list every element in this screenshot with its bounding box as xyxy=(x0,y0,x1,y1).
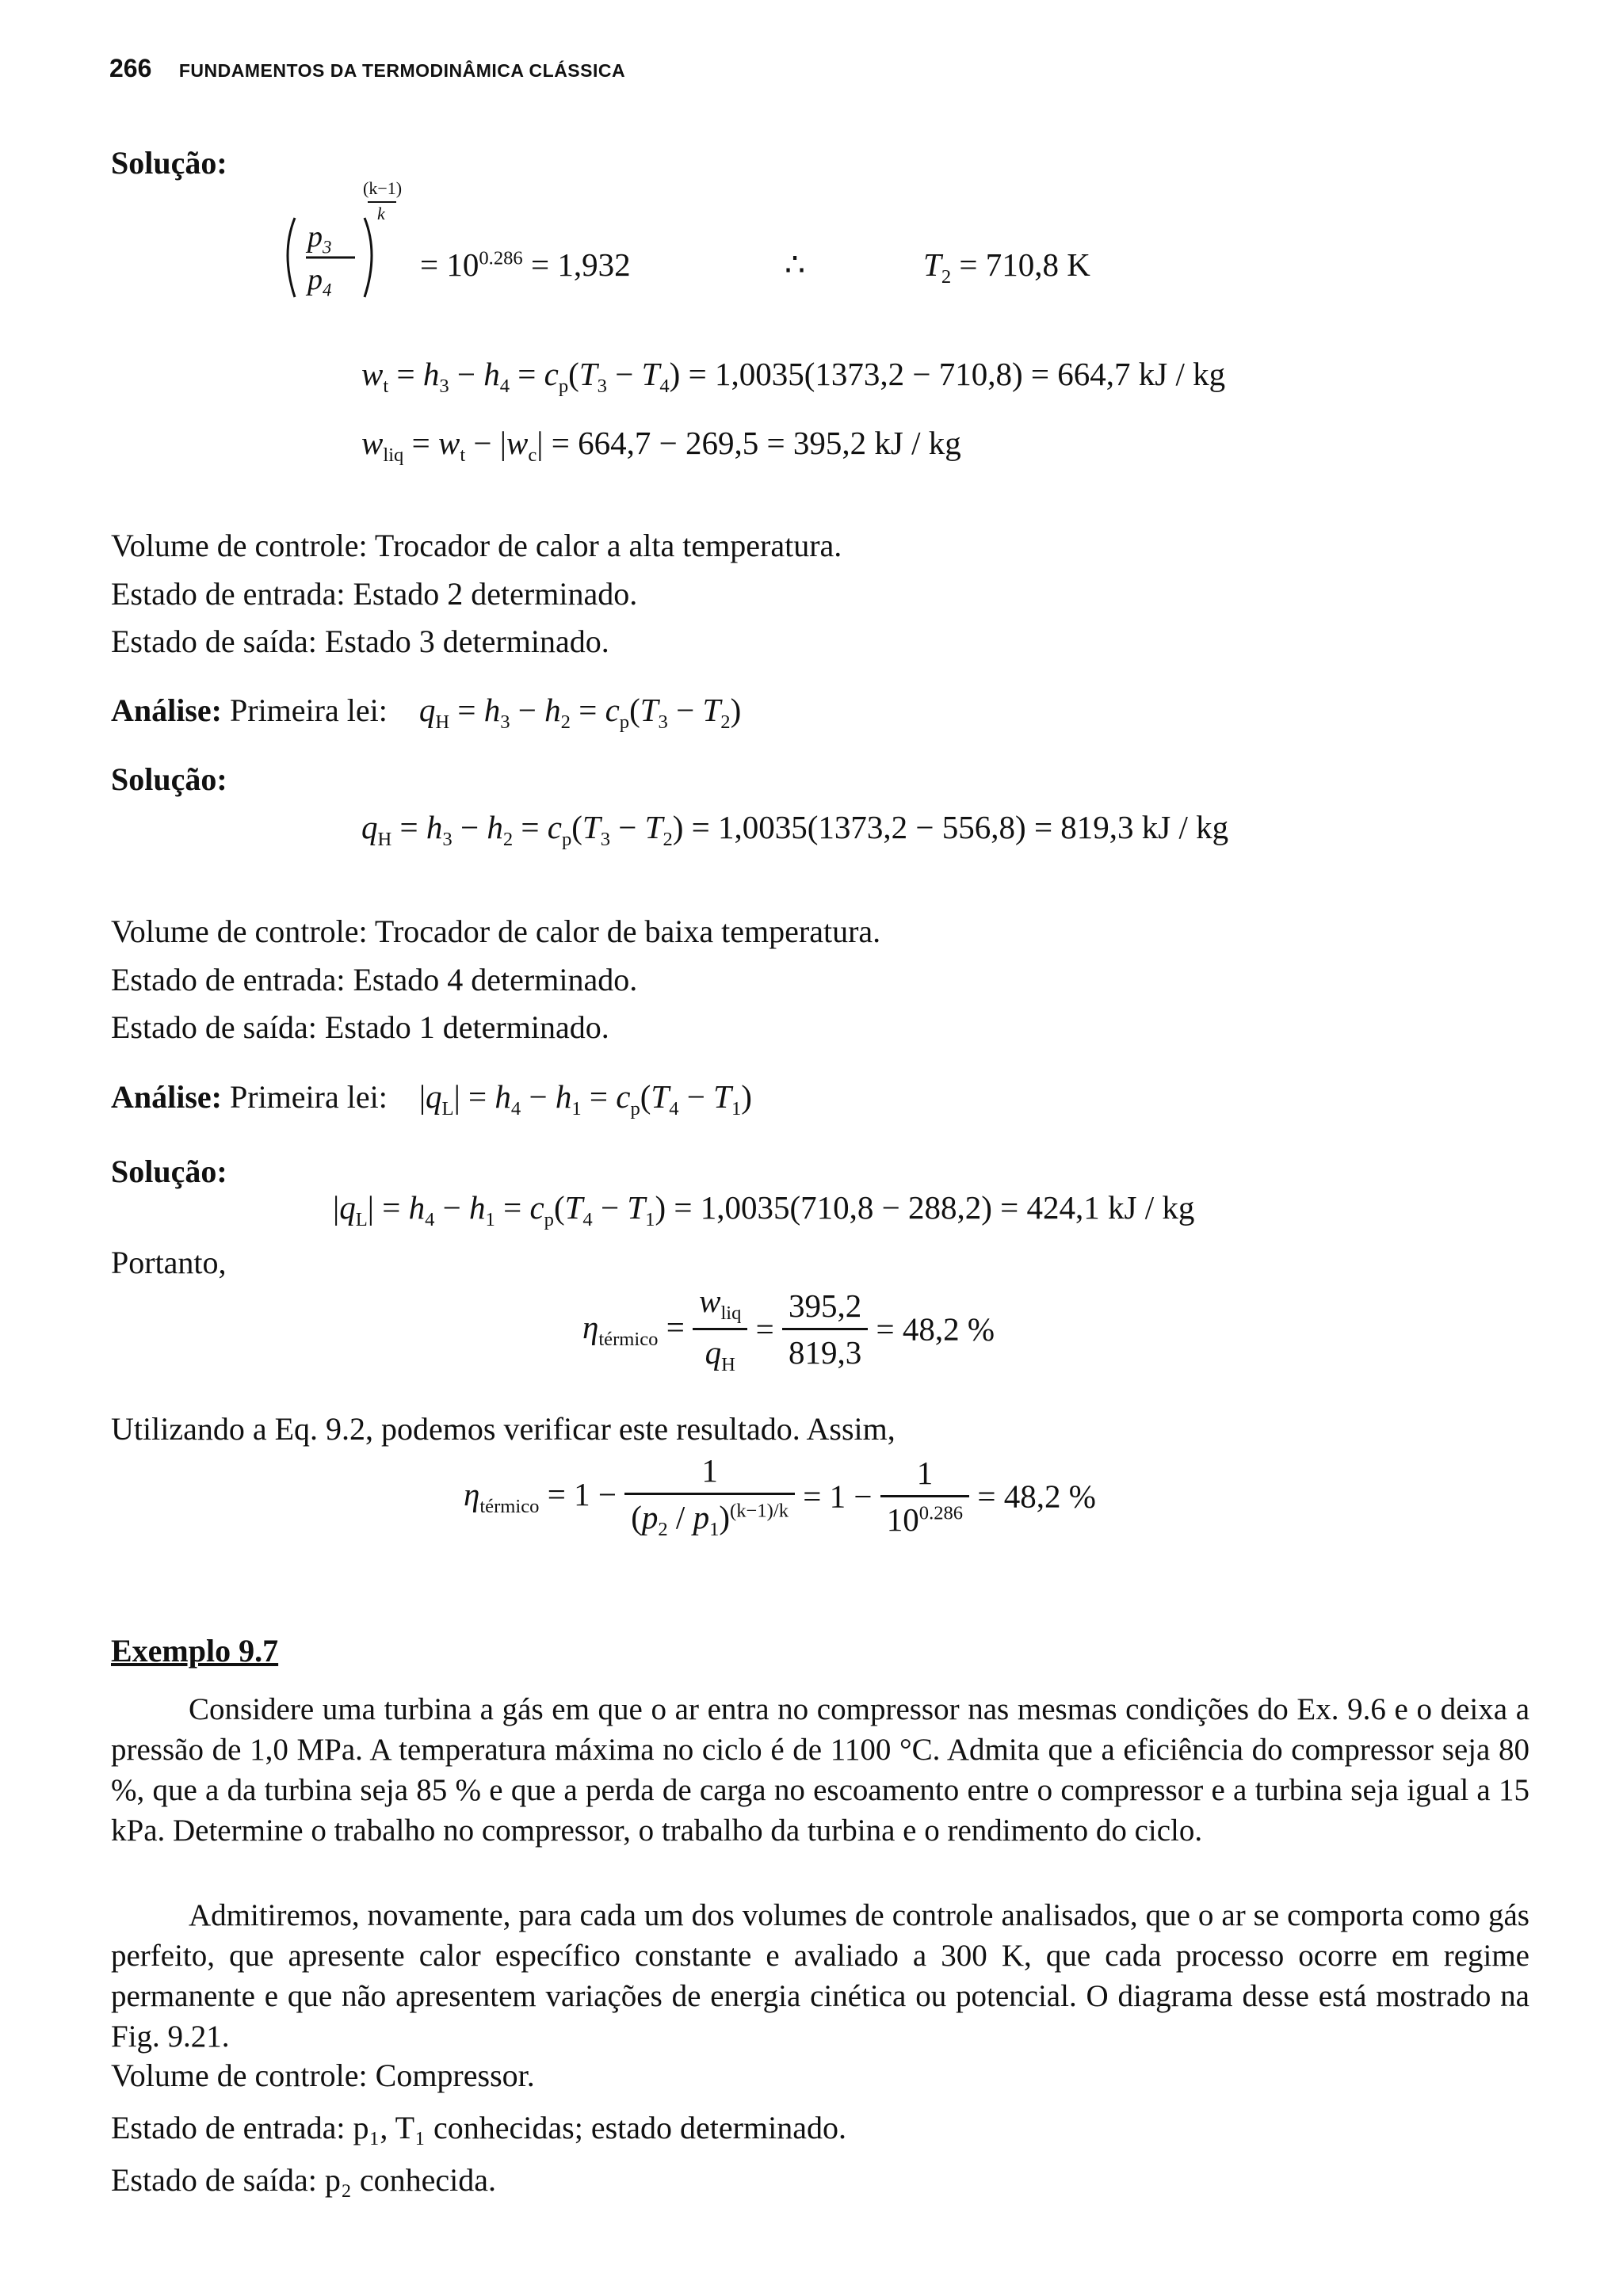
example-inlet-label: Estado de entrada: xyxy=(111,2110,346,2145)
therefore-symbol: ∴ xyxy=(785,246,806,283)
cv-low-value: Trocador de calor de baixa temperatura. xyxy=(374,913,881,949)
outlet-low-label: Estado de saída: xyxy=(111,1009,317,1045)
inlet-low-line xyxy=(111,961,637,998)
example-outlet-value: p₂ conhecida. xyxy=(324,2162,496,2198)
example-title: Exemplo 9.7 xyxy=(111,1633,279,1669)
solution-label-2: Solução: xyxy=(111,761,227,797)
portanto-text: Portanto, xyxy=(111,1245,227,1280)
example-paragraph-2: Admitiremos, novamente, para cada um dos volumes de controle analisados, que o ar se comporta como gás perfeito, que apresente calor específico constante e avaliado a 300 K, que cada processo ocorre em regime permanente e que não apresentem variações de energia cinética ou potencial. O diagrama desse está mostrado na Fig. 9.21. xyxy=(111,1898,1529,2054)
analysis-high-label: Análise: xyxy=(111,692,222,728)
example-outlet-label: Estado de saída: xyxy=(111,2162,317,2198)
verify-text: Utilizando a Eq. 9.2, podemos verificar este resultado. Assim, xyxy=(111,1411,896,1447)
pressure-ratio-value: = $10^{0.286} = 1,932$ xyxy=(420,246,631,283)
equation-pressure-ratio xyxy=(277,178,1308,329)
example-cv-label: Volume de controle: xyxy=(111,2058,368,2093)
analysis-high-line xyxy=(111,691,741,734)
cv-low-label: Volume de controle: xyxy=(111,913,368,949)
example-cv-line xyxy=(111,2057,535,2094)
example-inlet-value: p₁, T₁ conhecidas; estado determinado. xyxy=(353,2110,846,2145)
analysis-low-line xyxy=(111,1077,752,1120)
inlet-high-value: Estado 2 determinado. xyxy=(353,576,638,612)
page-number: 266 xyxy=(109,54,152,82)
analysis-low-label: Análise: xyxy=(111,1079,222,1115)
t2-result: $T_2 = 710,8$ K xyxy=(923,246,1090,288)
inlet-low-value: Estado 4 determinado. xyxy=(353,962,638,997)
inlet-high-line xyxy=(111,575,637,612)
efficiency-equation-2: $\eta_{térmico} = 1$ − $\frac{1}{(p_2 / p_1)^{(k-1)/k}}$ = 1 − $\frac{1}{10^{0.286}}$ = 48,2 % xyxy=(464,1452,1096,1541)
example-cv-value: Compressor. xyxy=(375,2058,535,2093)
analysis-low-eq: $|q_L| = h_4 - h_1 = c_p(T_4 - T_1)$ xyxy=(418,1078,752,1120)
exp-den: k xyxy=(377,204,385,223)
analysis-high-eq: $q_H = h_3 - h_2 = c_p(T_3 - T_2)$ xyxy=(418,692,742,734)
cv-low-line xyxy=(111,913,880,950)
cv-high-line xyxy=(111,527,842,564)
page-header xyxy=(109,54,625,83)
outlet-high-line xyxy=(111,623,609,660)
efficiency-equation-1: $\eta_{térmico}$ = $\frac{w_{liq}}{q_H}$ = $\frac{395,2}{819,3}$ = 48,2 % xyxy=(582,1283,995,1376)
outlet-high-value: Estado 3 determinado. xyxy=(324,624,609,659)
solution-label-1: Solução: xyxy=(111,145,227,181)
inlet-low-label: Estado de entrada: xyxy=(111,962,346,997)
outlet-low-value: Estado 1 determinado. xyxy=(324,1009,609,1045)
equation-net-work: $w_{liq} = w_t - |w_c| = 664,7 - 269,5 = 395,2$ kJ / kg xyxy=(361,425,961,467)
p4: $p_4$ xyxy=(307,263,332,300)
example-outlet-line xyxy=(111,2161,496,2199)
equation-turbine-work: $w_t = h_3 - h_4 = c_p(T_3 - T_4) = 1,0035(1373,2 - 710,8) = 664,7$ kJ / kg xyxy=(361,356,1226,398)
book-title: FUNDAMENTOS DA TERMODINÂMICA CLÁSSICA xyxy=(178,60,626,81)
first-law-label-high: Primeira lei: xyxy=(230,692,388,728)
solution-low-eq: $|q_L| = h_4 - h_1 = c_p(T_4 - T_1) = 1,0035(710,8 - 288,2) = 424,1$ kJ / kg xyxy=(333,1189,1195,1231)
first-law-label-low: Primeira lei: xyxy=(230,1079,388,1115)
exp-num: (k−1) xyxy=(363,178,403,198)
example-paragraph-1: Considere uma turbina a gás em que o ar entra no compressor nas mesmas condições do Ex. 9.6 e o deixa a pressão de 1,0 MPa. A temperatura máxima no ciclo é de 1100 °C. Admita que a eficiência do compressor seja 80 %, que a da turbina seja 85 % e que a perda de carga no escoamento entre o compressor e a turbina seja igual a 15 kPa. Determine o trabalho no compressor, o trabalho da turbina e o rendimento do ciclo. xyxy=(111,1692,1529,1848)
example-inlet-line xyxy=(111,2109,846,2146)
outlet-high-label: Estado de saída: xyxy=(111,624,317,659)
cv-high-label: Volume de controle: xyxy=(111,528,368,563)
solution-label-3: Solução: xyxy=(111,1154,227,1189)
cv-high-value: Trocador de calor a alta temperatura. xyxy=(374,528,842,563)
outlet-low-line xyxy=(111,1009,609,1046)
pressure-ratio-fraction xyxy=(277,178,404,329)
solution-high-eq: $q_H = h_3 - h_2 = c_p(T_3 - T_2) = 1,0035(1373,2 - 556,8) = 819,3$ kJ / kg xyxy=(361,809,1229,851)
inlet-high-label: Estado de entrada: xyxy=(111,576,346,612)
p3: $p_3$ xyxy=(307,220,332,257)
